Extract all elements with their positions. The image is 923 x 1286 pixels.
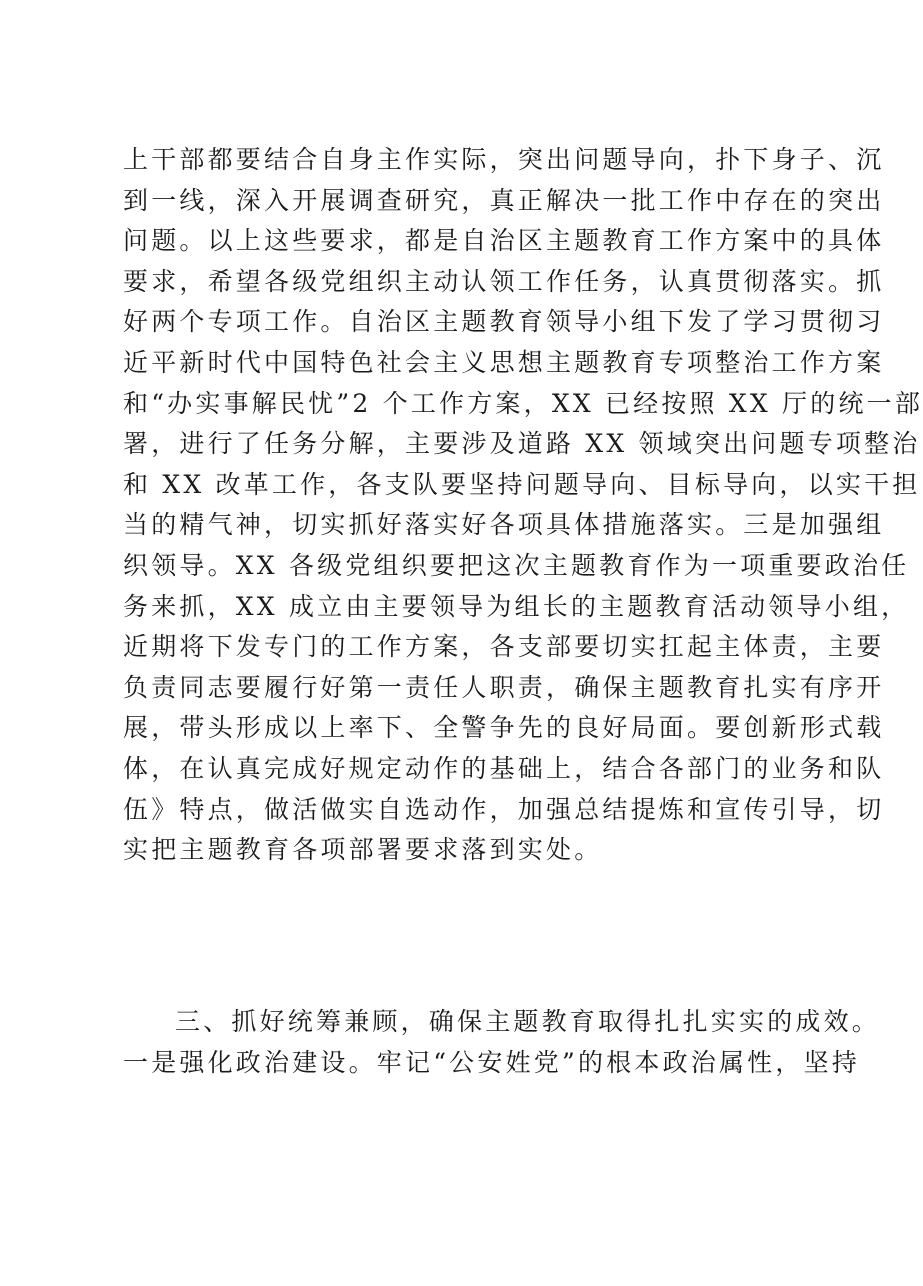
text-line: 和“办实事解民忧”2 个工作方案，XX 已经按照 XX 厅的统一部 — [123, 388, 923, 418]
body-paragraph — [123, 140, 923, 871]
text-line: 署，进行了任务分解，主要涉及道路 XX 领域突出问题专项整治 — [123, 429, 921, 459]
text-line: 展，带头形成以上率下、全警争先的良好局面。要创新形式载 — [123, 713, 885, 743]
text-line: 务来抓，XX 成立由主要领导为组长的主题教育活动领导小组， — [123, 591, 910, 621]
text-line: 好两个专项工作。自治区主题教育领导小组下发了学习贯彻习 — [123, 307, 885, 337]
text-line: 问题。以上这些要求，都是自治区主题教育工作方案中的具体 — [123, 226, 885, 256]
text-line: 近期将下发专门的工作方案，各支部要切实扛起主体责，主要 — [123, 632, 885, 662]
text-line: 织领导。XX 各级党组织要把这次主题教育作为一项重要政治任 — [123, 550, 910, 580]
text-line: 体，在认真完成好规定动作的基础上，结合各部门的业务和队 — [123, 753, 885, 783]
text-line: 当的精气神，切实抓好落实好各项具体措施落实。三是加强组 — [123, 510, 885, 540]
section-heading: 三、抓好统筹兼顾，确保主题教育取得扎扎实实的成效。 — [175, 1007, 881, 1036]
section-heading-paragraph — [123, 1002, 881, 1083]
text-line: 要求，希望各级党组织主动认领工作任务，认真贯彻落实。抓 — [123, 266, 885, 296]
text-line: 伍》特点，做活做实自选动作，加强总结提炼和宣传引导，切 — [123, 794, 885, 824]
text-line: 和 XX 改革工作，各支队要坚持问题导向、目标导向，以实干担 — [123, 469, 921, 499]
text-line: 负责同志要履行好第一责任人职责，确保主题教育扎实有序开 — [123, 672, 885, 702]
text-line: 到一线，深入开展调查研究，真正解决一批工作中存在的突出 — [123, 185, 885, 215]
text-line: 近平新时代中国特色社会主义思想主题教育专项整治工作方案 — [123, 347, 885, 377]
text-line: 一是强化政治建设。牢记“公安姓党”的根本政治属性，坚持 — [123, 1047, 860, 1077]
text-line: 实把主题教育各项部署要求落到实处。 — [123, 835, 603, 865]
text-line: 上干部都要结合自身主作实际，突出问题导向，扑下身子、沉 — [123, 145, 885, 174]
